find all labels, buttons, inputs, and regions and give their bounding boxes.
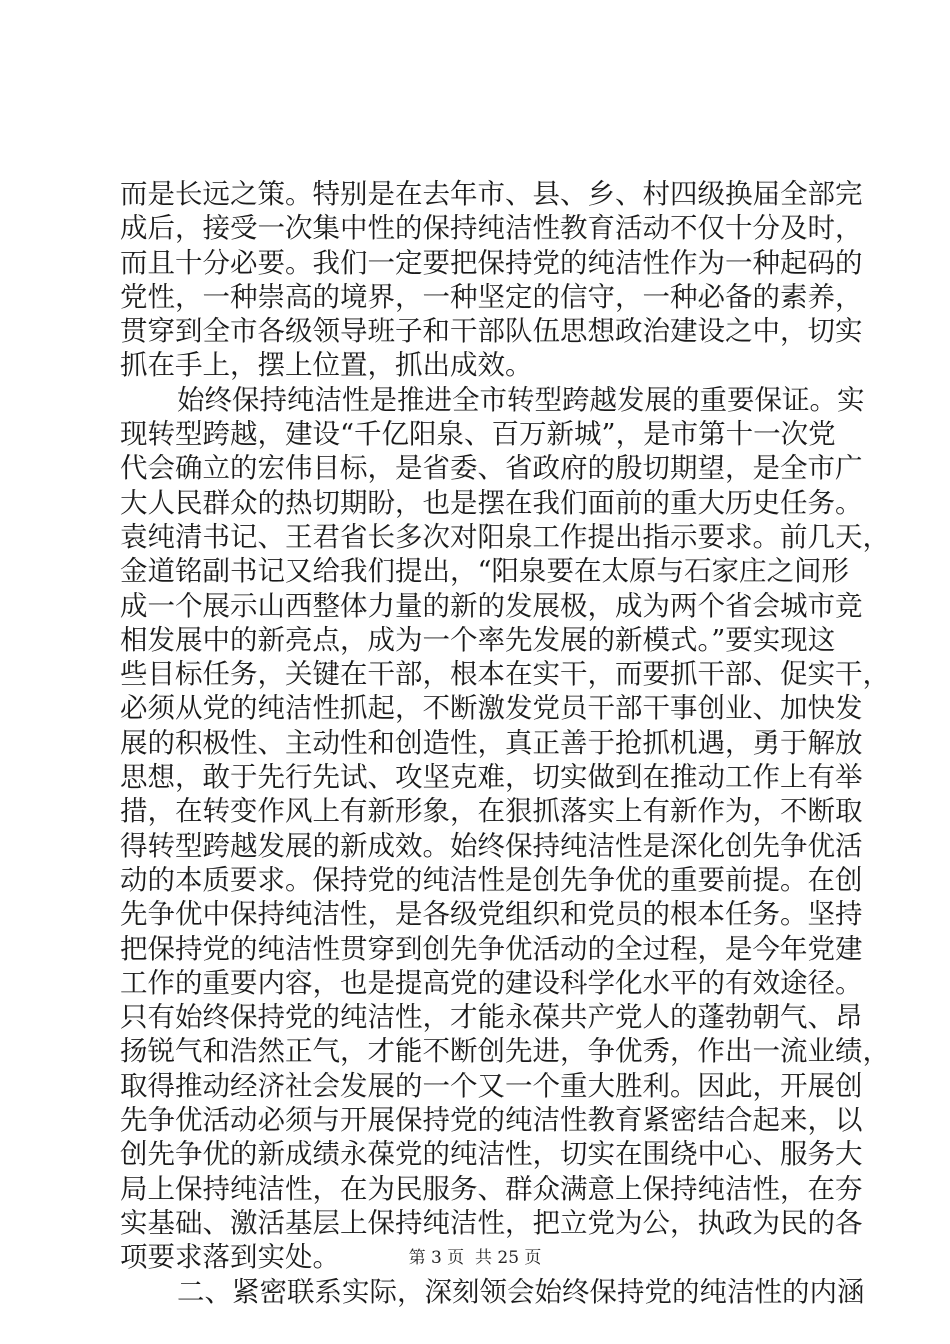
text-line: 现转型跨越，建设“千亿阳泉、百万新城”，是市第十一次党 (120, 418, 836, 451)
text-line: 得转型跨越发展的新成效。始终保持纯洁性是深化创先争优活 (120, 829, 863, 862)
text-line: 相发展中的新亮点，成为一个率先发展的新模式。”要实现这 (120, 623, 836, 656)
text-line: 措，在转变作风上有新形象，在狠抓落实上有新作为，不断取 (120, 795, 863, 828)
text-line: 袁纯清书记、王君省长多次对阳泉工作提出指示要求。前几天， (120, 520, 890, 553)
text-line: 取得推动经济社会发展的一个又一个重大胜利。因此，开展创 (120, 1069, 863, 1102)
text-line: 动的本质要求。保持党的纯洁性是创先争优的重要前提。在创 (120, 863, 863, 896)
text-line: 金道铭副书记又给我们提出，“阳泉要在太原与石家庄之间形 (120, 555, 850, 588)
text-line: 贯穿到全市各级领导班子和干部队伍思想政治建设之中，切实 (120, 315, 863, 348)
body-text (120, 177, 890, 1309)
text-line: 只有始终保持党的纯洁性，才能永葆共产党人的蓬勃朝气、昂 (120, 1001, 863, 1034)
text-line: 工作的重要内容，也是提高党的建设科学化水平的有效途径。 (120, 966, 863, 999)
text-line: 而是长远之策。特别是在去年市、县、乡、村四级换届全部完 (120, 178, 863, 210)
text-line: 党性，一种崇高的境界，一种坚定的信守，一种必备的素养， (120, 280, 863, 313)
text-line: 代会确立的宏伟目标，是省委、省政府的殷切期望，是全市广 (120, 452, 863, 485)
text-line: 局上保持纯洁性，在为民服务、群众满意上保持纯洁性，在夯 (120, 1172, 863, 1205)
text-line: 抓在手上，摆上位置，抓出成效。 (120, 349, 533, 382)
text-line: 二、紧密联系实际，深刻领会始终保持党的纯洁性的内涵 (177, 1275, 865, 1308)
text-line: 成一个展示山西整体力量的新的发展极，成为两个省会城市竞 (120, 589, 863, 622)
text-line: 必须从党的纯洁性抓起，不断激发党员干部干事创业、加快发 (120, 692, 863, 725)
text-line: 项要求落到实处。 (120, 1241, 340, 1274)
text-line: 始终保持纯洁性是推进全市转型跨越发展的重要保证。实 (177, 383, 865, 416)
text-line: 把保持党的纯洁性贯穿到创先争优活动的全过程，是今年党建 (120, 932, 863, 965)
text-line: 成后，接受一次集中性的保持纯洁性教育活动不仅十分及时， (120, 212, 863, 245)
text-line: 思想，敢于先行先试、攻坚克难，切实做到在推动工作上有举 (120, 761, 863, 794)
text-line: 展的积极性、主动性和创造性，真正善于抢抓机遇，勇于解放 (120, 726, 863, 759)
text-line: 些目标任务，关键在干部，根本在实干，而要抓干部、促实干， (120, 658, 890, 691)
text-line: 先争优活动必须与开展保持党的纯洁性教育紧密结合起来，以 (120, 1104, 863, 1137)
text-line: 扬锐气和浩然正气，才能不断创先进，争优秀，作出一流业绩， (120, 1035, 890, 1068)
text-line: 先争优中保持纯洁性，是各级党组织和党员的根本任务。坚持 (120, 898, 863, 931)
text-line: 创先争优的新成绩永葆党的纯洁性，切实在围绕中心、服务大 (120, 1138, 863, 1171)
text-line: 大人民群众的热切期盼，也是摆在我们面前的重大历史任务。 (120, 486, 863, 519)
page-footer: 第 3 页 共 25 页 (408, 1248, 542, 1268)
text-line: 实基础、激活基层上保持纯洁性，把立党为公，执政为民的各 (120, 1206, 863, 1239)
text-line: 而且十分必要。我们一定要把保持党的纯洁性作为一种起码的 (120, 246, 863, 279)
